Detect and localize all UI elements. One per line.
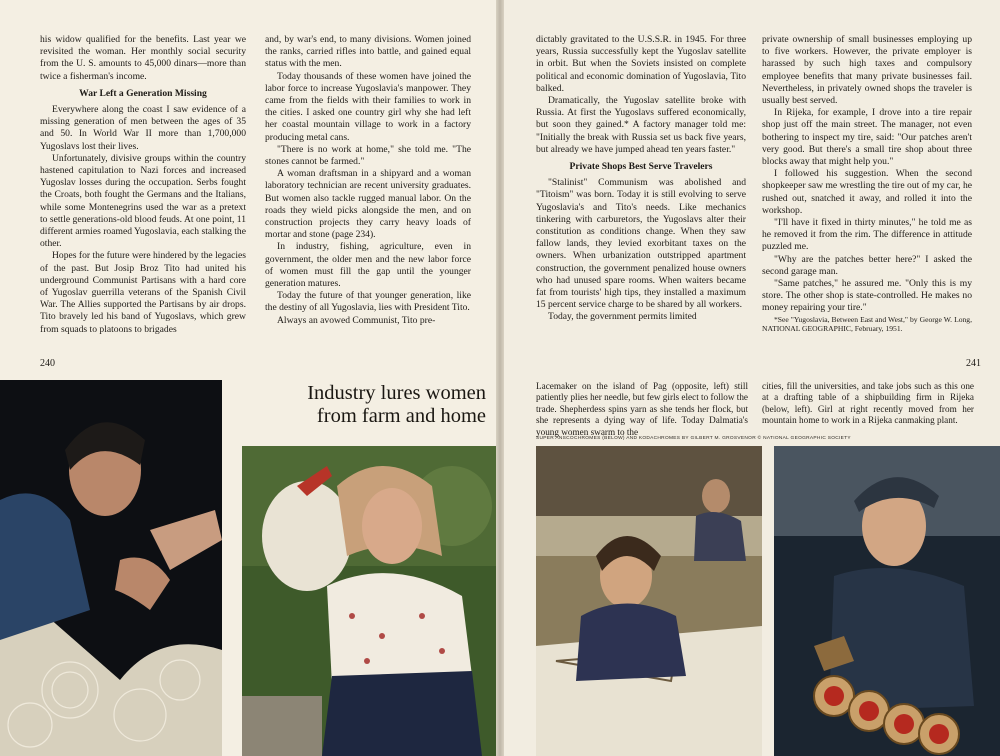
page-number: 240 [40, 358, 55, 369]
paragraph: his widow qualified for the benefits. Last year we revisited the woman. Her monthly social security from the U. S. amounts to 45,000 dinars—more than twice a fisherman's income. [40, 34, 246, 82]
photo-caption-right: cities, fill the universities, and take jobs such as this one at a drafting table of a shipbuilding firm in Rijeka (below, left). Girl at right recently moved from her mountain home to work in a Rijeka canmaking plant. [762, 381, 974, 426]
left-page [0, 0, 496, 756]
paragraph: and, by war's end, to many divisions. Women joined the ranks, carried rifles into battle, and gained equal status with the men. [265, 34, 471, 70]
paragraph: In Rijeka, for example, I drove into a tire repair shop just off the main street. The manager, not even bothering to inspect my tire, said: "Our patches aren't very good. But there's a small tire shop about three blocks away that might help you." [762, 107, 972, 168]
paragraph: Always an avowed Communist, Tito pre- [277, 314, 436, 326]
paragraph: "Same patches," he assured me. "Only this is my store. The other shop is state-controlled. He makes no money repairing your tire." [762, 278, 972, 314]
paragraph: Today, the government permits limited [548, 311, 697, 323]
can-factory-photo [774, 446, 1000, 756]
footnote: *See "Yugoslavia, Between East and West," by George W. Long, NATIONAL GEOGRAPHIC, February, 1951. [762, 314, 972, 334]
paragraph: private ownership of small businesses employing up to five workers. However, the private employer is harassed by such high taxes and compulsory employee benefits that many private businesses fail. Nevertheless, in privately owned shops the traveler is usually best served. [762, 34, 972, 107]
paragraph: Dramatically, the Yugoslav satellite broke with Russia. At first the Yugoslavs suffered economically, but soon they gained.* A factory manager told me: "Initially the break with Russia set us back five years, but already we have jumped ahead ten years faster." [536, 95, 746, 155]
paragraph: "Stalinist" Communism was abolished and "Titoism" was born. Today it is still evolving to serve Yugoslavia's and Tito's needs. Like mechanics tinkering with carburetors, the Yugoslavs alter their constitution as conditions change. When they saw fallow lands, they levied exorbitant taxes on the owners. When urbanization outstripped apartment construction, the government penalized house owners who had unused spare rooms. When waiters became fat from tourists' high tips, they installed a maximum 15 percent service charge to be shared by all workers. [536, 177, 746, 311]
section-heading: War Left a Generation Missing [79, 87, 207, 99]
photo-credit: SUPER ANSCOCHROMES (BELOW) AND KODACHROMES BY GILBERT M. GROSVENOR © NATIONAL GEOGRAPHIC SOCIETY [536, 436, 851, 441]
section-heading: Private Shops Best Serve Travelers [569, 161, 713, 173]
page-gutter [496, 0, 504, 756]
paragraph: Everywhere along the coast I saw evidence of a missing generation of men between the ages of 35 and 50. In World War II more than 1,700,000 Yugoslavs lost their lives. [40, 104, 246, 152]
paragraph: dictably gravitated to the U.S.S.R. in 1945. For three years, Russia successfully kept the Yugoslav satellite in orbit. But when the Soviets insisted on complete political and economic domination of Yugoslavia, Tito balked. [536, 34, 746, 94]
paragraph: Hopes for the future were hindered by the legacies of the past. But Josip Broz Tito had united his underground Communist Partisans with a hard core of Yugoslav guerrilla veterans of the Spanish Civil War. The Allies supported the Partisans by air drops. Tito bravely led his band of Yugoslavs, which grew from squads to platoons to brigades [40, 250, 246, 335]
right-column-2 [762, 34, 972, 333]
paragraph: A woman draftsman in a shipyard and a woman laboratory technician are recent university graduates. But women also tackle rugged manual labor. On the roads they wield picks alongside the men, and on construction projects they carry heavy loads of mortar and stone (page 234). [265, 168, 471, 241]
photo-caption-left: Lacemaker on the island of Pag (opposite, left) still patiently plies her needle, but few girls elect to follow the trade. Shepherdess spins yarn as she tends her flock, but she represents a dying way of life. Today Dalmatia's young women swarm to the [536, 381, 749, 437]
paragraph: "I'll have it fixed in thirty minutes," he told me as he removed it from the rim. The difference in attitude puzzled me. [762, 217, 972, 253]
paragraph: Today thousands of these women have joined the labor force to increase Yugoslavia's manpower. They came from the fields with their families to work in the cities. I asked one country girl why she had left her coastal mountain village to work in a factory producing metal cans. [265, 70, 471, 143]
shepherdess-photo [242, 446, 496, 756]
paragraph: "Why are the patches better here?" I asked the second garage man. [762, 253, 972, 277]
right-column-1 [536, 34, 746, 324]
paragraph: Unfortunately, divisive groups within the country hastened capitulation to Nazi forces and increased Yugoslav losses during the occupation. Serbs fought the Croats, both fought the Germans and the Italians, while some Montenegrins used the war as a pretext to settle generations-old blood feuds. At one point, 11 different armies roamed Yugoslavia, each stalking the other. [40, 152, 246, 250]
headline: Industry lures women from farm and home [307, 382, 486, 427]
paragraph: Today the future of that younger generation, like the destiny of all Yugoslavia, lies with President Tito. [265, 290, 471, 314]
paragraph: "There is no work at home," she told me. "The stones cannot be farmed." [265, 143, 471, 168]
left-column-1 [40, 34, 246, 336]
left-column-2 [265, 34, 471, 327]
lacemaker-photo [0, 380, 222, 756]
paragraph: In industry, fishing, agriculture, even in government, the older men and the new labor force of women must fill the gap until the younger generation matures. [265, 241, 471, 290]
paragraph: I followed his suggestion. When the second shopkeeper saw me wrestling the tire out of my car, he rushed out, snatched it away, and rolled it into the workshop. [762, 168, 972, 216]
draftswoman-photo [536, 446, 762, 756]
page-number: 241 [966, 358, 981, 369]
